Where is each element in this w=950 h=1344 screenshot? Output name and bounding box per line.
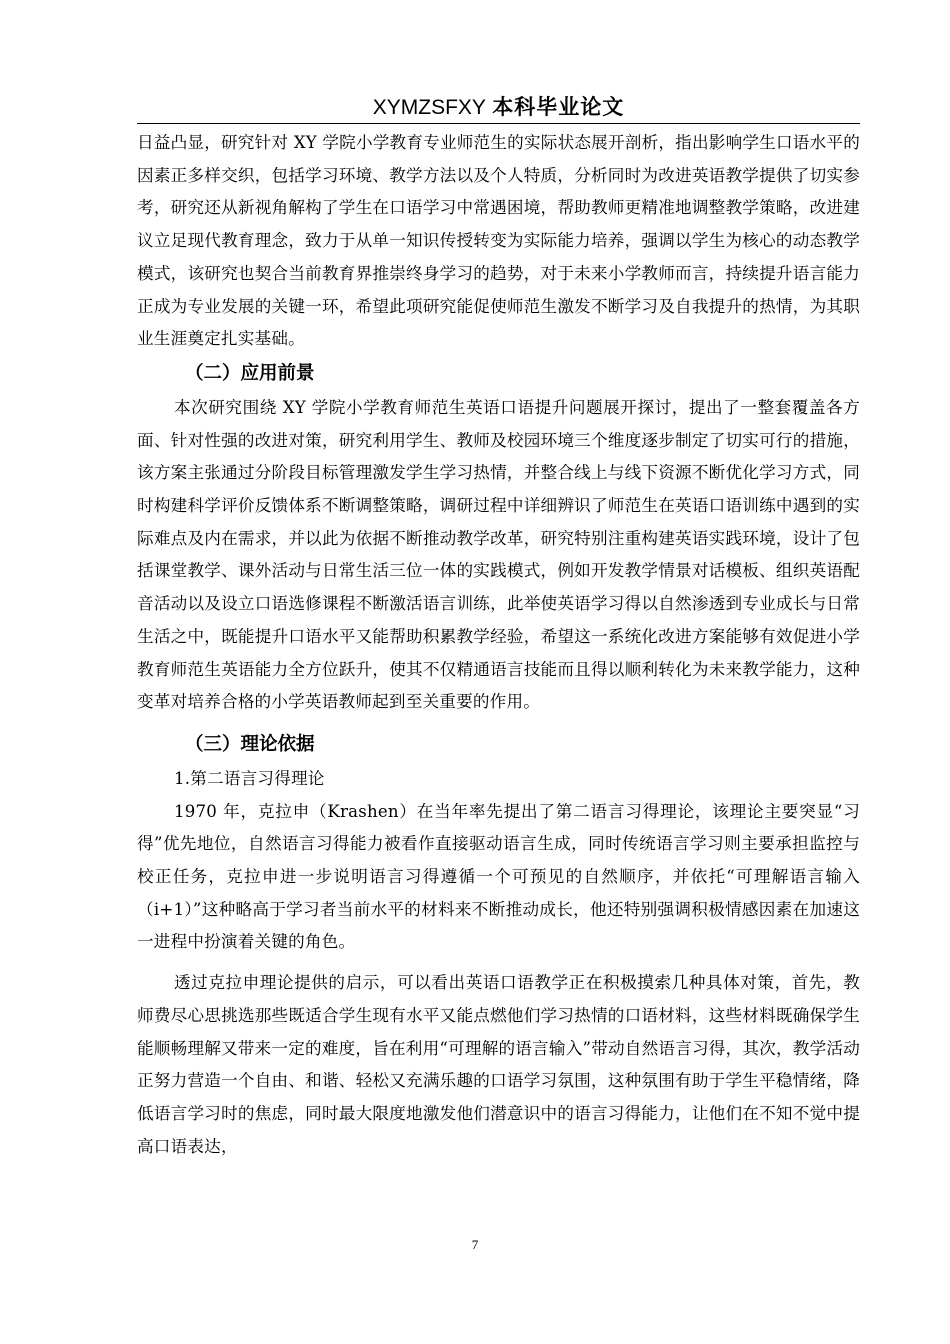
page-body xyxy=(137,127,860,1163)
subsection-heading-sla: 1.第二语言习得理论 xyxy=(174,768,325,788)
section-heading-theory: （三）理论依据 xyxy=(185,733,315,755)
spacer xyxy=(137,959,860,967)
running-header xyxy=(137,94,860,122)
paragraph-intro-continued: 日益凸显，研究针对 XY 学院小学教育专业师范生的实际状态展开剖析，指出影响学生口语水平的因素正多样交织，包括学习环境、教学方法以及个人特质，分析同时为改进英语教学提供了切实参考，研究还从新视角解构了学生在口语学习中常遇困境，帮助教师更精准地调整教学策略，改进建议立足现代教育理念，致力于从单一知识传授转变为实际能力培养，强调以学生为核心的动态教学模式，该研究也契合当前教育界推崇终身学习的趋势，对于未来小学教师而言，持续提升语言能力正成为专业发展的关键一环，希望此项研究能促使师范生激发不断学习及自我提升的热情，为其职业生涯奠定扎实基础。 xyxy=(137,133,860,349)
header-title: 本科毕业论文 xyxy=(492,96,625,119)
section-heading-application: （二）应用前景 xyxy=(185,362,315,384)
paragraph-implications: 透过克拉申理论提供的启示，可以看出英语口语教学正在积极摸索几种具体对策，首先，教师费尽心思挑选那些既适合学生现有水平又能点燃他们学习热情的口语材料，这些材料既确保学生能顺畅理解又带来一定的难度，旨在利用“可理解的语言输入”带动自然语言习得，其次，教学活动正努力营造一个自由、和谐、轻松又充满乐趣的口语学习氛围，这种氛围有助于学生平稳情绪，降低语言学习时的焦虑，同时最大限度地激发他们潜意识中的语言习得能力，让他们在不知不觉中提高口语表达， xyxy=(137,973,860,1156)
page-number: 7 xyxy=(471,1237,479,1252)
spacer xyxy=(137,719,860,727)
paragraph-krashen: 1970 年，克拉申（Krashen）在当年率先提出了第二语言习得理论，该理论主要突显“习得”优先地位，自然语言习得能力被看作直接驱动语言生成，同时传统语言学习则主要承担监控与校正任务，克拉申进一步说明语言习得遵循一个可预见的自然顺序，并依托“可理解语言输入（i+1）”这种略高于学习者当前水平的材料来不断推动成长，他还特别强调积极情感因素在加速这一进程中扮演着关键的角色。 xyxy=(137,801,860,952)
paragraph-application: 本次研究围绕 XY 学院小学教育师范生英语口语提升问题展开探讨，提出了一整套覆盖各方面、针对性强的改进对策，研究利用学生、教师及校园环境三个维度逐步制定了切实可行的措施，该方案主张通过分阶段目标管理激发学生学习热情，并整合线上与线下资源不断优化学习方式，同时构建科学评价反馈体系不断调整策略，调研过程中详细辨识了师范生在英语口语训练中遇到的实际难点及内在需求，并以此为依据不断推动教学改革，研究特别注重构建英语实践环境，设计了包括课堂教学、课外活动与日常生活三位一体的实践模式，例如开发教学情景对话模板、组织英语配音活动以及设立口语选修课程不断激活语言训练，此举使英语学习得以自然渗透到专业成长与日常生活之中，既能提升口语水平又能帮助积累教学经验，希望这一系统化改进方案能够有效促进小学教育师范生英语能力全方位跃升，使其不仅精通语言技能而且得以顺利转化为未来教学能力，这种变革对培养合格的小学英语教师起到至关重要的作用。 xyxy=(137,397,860,712)
header-rule xyxy=(137,123,860,124)
header-code: XYMZSFXY xyxy=(372,96,486,119)
